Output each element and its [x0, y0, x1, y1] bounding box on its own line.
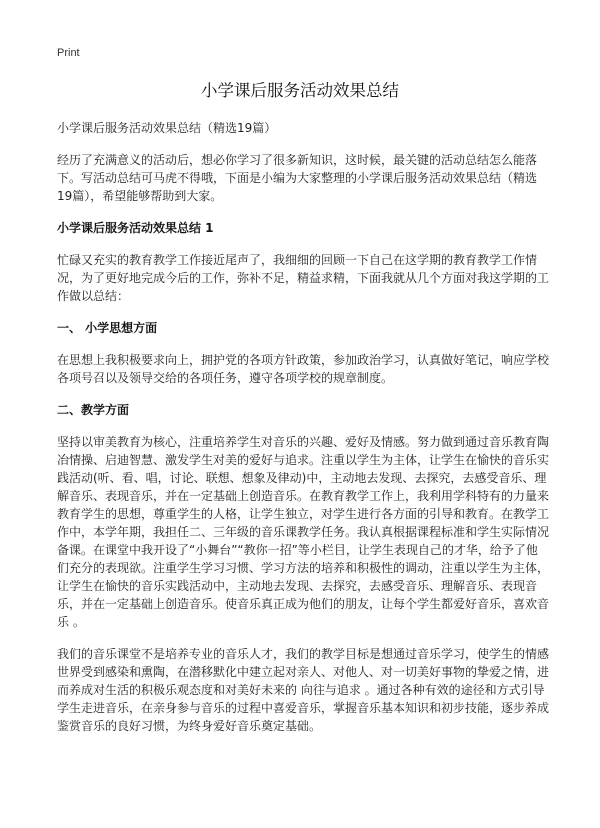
paragraph-teaching: 坚持以审美教育为核心，注重培养学生对音乐的兴趣、爱好及情感。努力做到通过音乐教育陶冶情操、启迪智慧、激发学生对美的爱好与追求。注重以学生为主体，让学生在愉快的音乐实践活动(听、看、唱，讨论、联想、想象及律动)中，主动地去发现、去探究，去感受音乐、理解音乐、表现音乐，并在一定基础上创造音乐。在教育教学工作上，我利用学科特有的力量来教育学生的思想，尊重学生的人格，让学生独立，对学生进行各方面的引导和教育。在教学工作中，本学年期，我担任二、三年级的音乐课教学任务。我认真根据课程标准和学生实际情况备课。在课堂中我开设了“小舞台”“教你一招”等小栏目，让学生表现自己的才华，给予了他们充分的表现欲。注重学生学习习惯、学习方法的培养和积极性的调动，注重以学生为主体，让学生在愉快的音乐实践活动中，主动地去发现、去探究，去感受音乐、理解音乐、表现音乐，并在一定基础上创造音乐。使音乐真正成为他们的朋友，让每个学生都爱好音乐，喜欢音乐 。	[57, 435, 550, 629]
section-heading: 小学课后服务活动效果总结 1	[57, 221, 214, 235]
intro-paragraph: 经历了充满意义的活动后，想必你学习了很多新知识，这时候，最关键的活动总结怎么能落下。写活动总结可马虎不得哦，下面是小编为大家整理的小学课后服务活动效果总结（精选19篇），希望能够帮助到大家。	[57, 153, 538, 203]
page-title: 小学课后服务活动效果总结	[201, 81, 399, 100]
paragraph-ideology: 在思想上我积极要求向上，拥护党的各项方针政策，参加政治学习，认真做好笔记，响应学校各项号召以及领导交给的各项任务，遵守各项学校的规章制度。	[57, 353, 550, 385]
heading-ideology: 一、 小学思想方面	[57, 321, 158, 335]
heading-teaching: 二、教学方面	[57, 403, 130, 417]
article-subtitle: 小学课后服务活动效果总结（精选19篇）	[57, 121, 277, 135]
print-link[interactable]: Print	[57, 47, 80, 59]
article-body	[57, 119, 549, 749]
section-intro-paragraph: 忙碌又充实的教育教学工作接近尾声了，我细细的回顾一下自己在这学期的教育教学工作情况，为了更好地完成今后的工作，弥补不足，精益求精，下面我就从几个方面对我这学期的工作做以总结：	[57, 253, 550, 303]
paragraph-music-class: 我们的音乐课堂不是培养专业的音乐人才，我们的教学目标是想通过音乐学习，使学生的情感世界受到感染和熏陶，在潜移默化中建立起对亲人、对他人、对一切美好事物的挚爱之情，进而养成对生活的积极乐观态度和对美好未来的 向往与追求 。通过各种有效的途径和方式引导学生走进音乐，在亲身参与音乐的过程中喜爱音乐，掌握音乐基本知识和初步技能，逐步养成鉴赏音乐的良好习惯，为终身爱好音乐奠定基础。	[57, 647, 550, 733]
